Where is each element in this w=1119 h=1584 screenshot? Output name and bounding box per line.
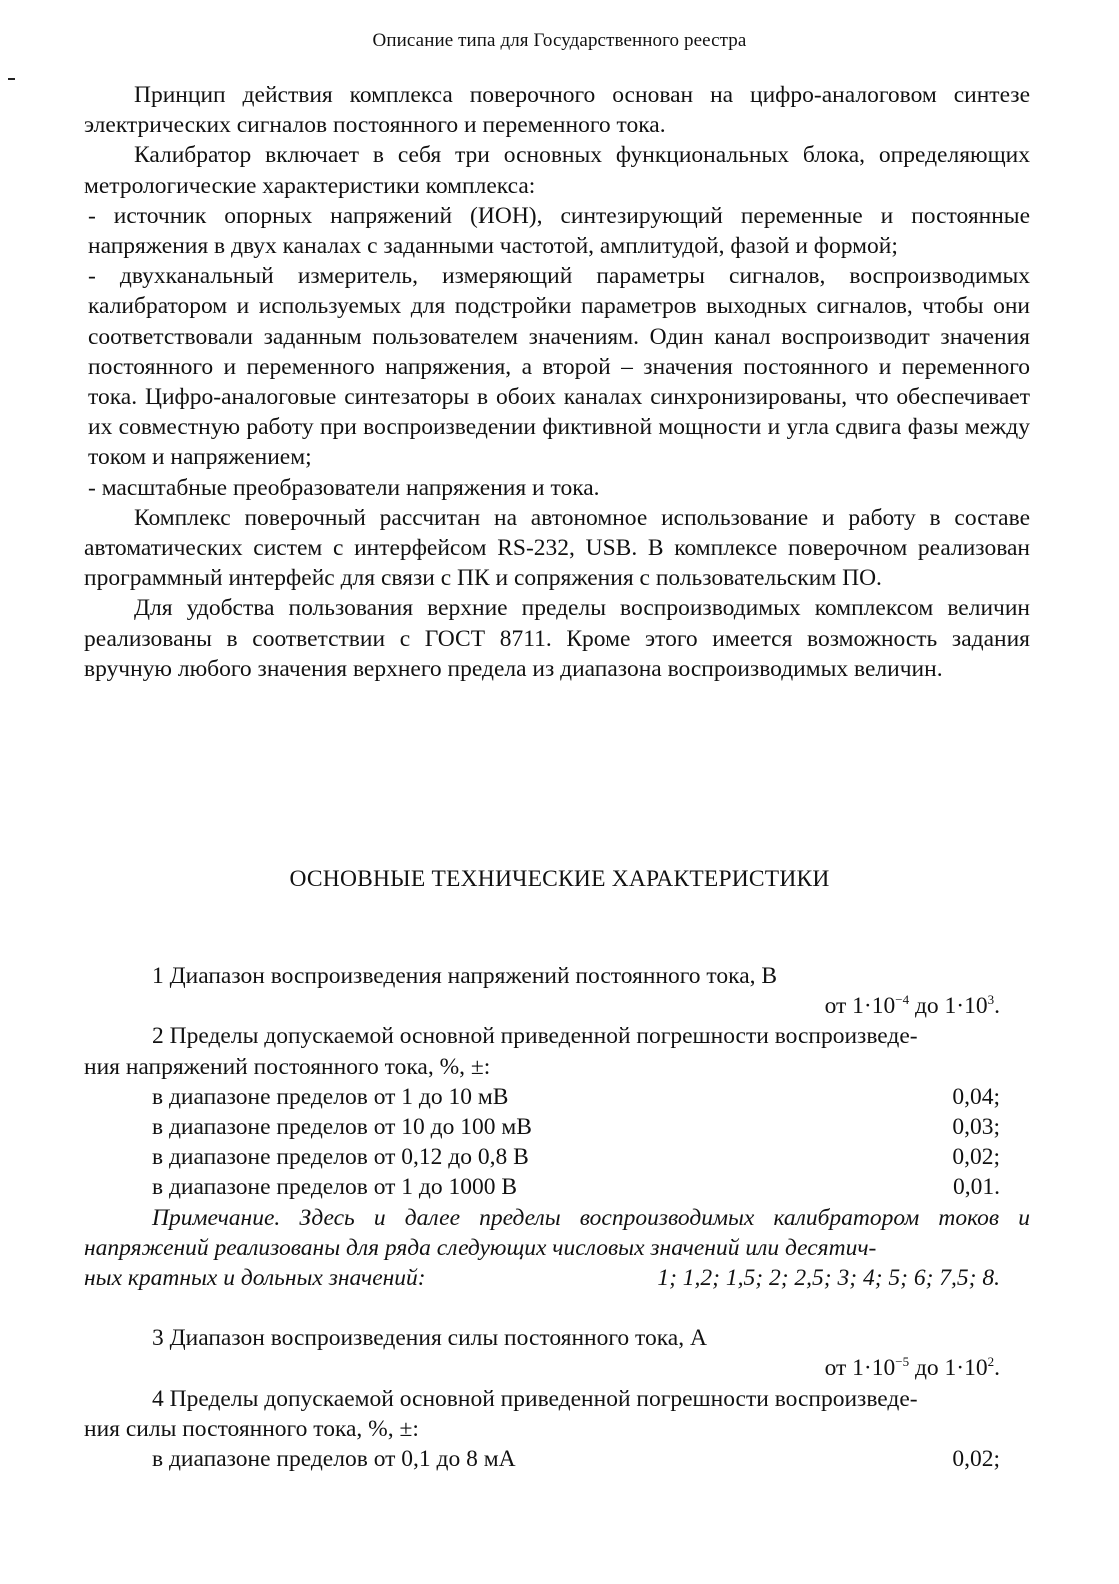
row-value: 0,01.: [953, 1174, 1000, 1201]
spec-item-4-row: [84, 1444, 1030, 1474]
range-from: от 1·10: [824, 1355, 896, 1382]
note-last-line: [84, 1263, 1030, 1293]
row-range: в диапазоне пределов от 1 до 10 мВ: [152, 1083, 509, 1110]
spec-item-2-row: [84, 1082, 1030, 1112]
spec-item-2-label-line1: 2 Пределы допускаемой основной приведенной погрешности воспроизведе-: [152, 1023, 918, 1050]
row-range: в диапазоне пределов от 10 до 100 мВ: [152, 1114, 532, 1141]
range-from-exponent: −4: [895, 992, 910, 1008]
bullet-reference-source: - источник опорных напряжений (ИОН), синтезирующий переменные и постоянные напряжения в двух каналах с заданными частотой, амплитудой, фазой и формой;: [88, 202, 1030, 260]
range-to-exponent: 3: [987, 992, 995, 1008]
spacer: [84, 1293, 1030, 1323]
spec-item-3-label: 3 Диапазон воспроизведения силы постоянного тока, А: [152, 1325, 707, 1352]
bullet-scale-converters: - масштабные преобразователи напряжения и тока.: [88, 474, 600, 501]
range-to: до 1·10: [909, 993, 988, 1020]
section-title: ОСНОВНЫЕ ТЕХНИЧЕСКИЕ ХАРАКТЕРИСТИКИ: [289, 866, 830, 892]
spec-item-3-range: [84, 1353, 1030, 1383]
row-range: в диапазоне пределов от 0,12 до 0,8 В: [152, 1144, 529, 1171]
paragraph-principle: Принцип действия комплекса поверочного основан на цифро-аналоговом синтезе электрических сигналов постоянного и переменного тока.: [84, 82, 1030, 139]
spec-item-1-range: [84, 991, 1030, 1021]
row-value: 0,02;: [952, 1446, 1000, 1473]
specs-section: [84, 961, 1030, 1474]
paragraph-interfaces: Комплекс поверочный рассчитан на автономное использование и работу в составе автоматических систем с интерфейсом RS-232, USB. В комплексе поверочном реализован программный интерфейс для связи с ПК и сопряжения с пользовательским ПО.: [84, 504, 1030, 592]
range-suffix: .: [994, 1355, 1000, 1382]
bullet-two-channel-meter: - двухканальный измеритель, измеряющий параметры сигналов, воспроизводимых калибратором и используемых для подстройки параметров выходных сигналов, чтобы они соответствовали заданным пользователем значениям. Один канал воспроизводит значения постоянного и переменного напряжения, а второй – значения постоянного и переменного тока. Цифро-аналоговые синтезаторы в обоих каналах синхронизированы, что обеспечивает их совместную работу при воспроизведении фиктивной мощности и угла сдвига фазы между током и напряжением;: [88, 263, 1030, 471]
row-range: в диапазоне пределов от 0,1 до 8 мА: [152, 1446, 516, 1473]
row-value: 0,02;: [952, 1144, 1000, 1171]
range-from-exponent: −5: [895, 1354, 910, 1370]
row-value: 0,04;: [952, 1083, 1000, 1110]
spec-item-4-label-line1: 4 Пределы допускаемой основной приведенной погрешности воспроизведе-: [152, 1385, 918, 1412]
paragraph-calibrator-blocks: Калибратор включает в себя три основных функциональных блока, определяющих метрологические характеристики комплекса:: [84, 142, 1030, 199]
range-suffix: .: [994, 993, 1000, 1020]
spec-item-2-row: [84, 1172, 1030, 1202]
spec-item-2-row: [84, 1112, 1030, 1142]
spec-item-1-label: 1 Диапазон воспроизведения напряжений постоянного тока, В: [152, 963, 778, 989]
note-values: 1; 1,2; 1,5; 2; 2,5; 3; 4; 5; 6; 7,5; 8.: [657, 1265, 1000, 1292]
spec-item-4-label-line2: ния силы постоянного тока, %, ±:: [84, 1415, 419, 1442]
spec-item-2-row: [84, 1142, 1030, 1172]
intro-section: [84, 80, 1030, 684]
range-from: от 1·10: [824, 993, 896, 1020]
spec-item-2-label-line2: ния напряжений постоянного тока, %, ±:: [84, 1053, 491, 1080]
running-header: Описание типа для Государственного реестра: [372, 30, 747, 51]
row-value: 0,03;: [952, 1114, 1000, 1141]
row-range: в диапазоне пределов от 1 до 1000 В: [152, 1174, 518, 1201]
paragraph-upper-limits: Для удобства пользования верхние пределы воспроизводимых комплексом величин реализованы в соответствии с ГОСТ 8711. Кроме этого имеется возможность задания вручную любого значения верхнего предела из диапазона воспроизводимых величин.: [84, 595, 1030, 682]
range-to: до 1·10: [909, 1355, 988, 1382]
note-text: Примечание. Здесь и далее пределы воспроизводимых калибратором токов и напряжений реализованы для ряда следующих числовых значений или десятич-: [84, 1204, 1030, 1261]
note-last-text: ных кратных и дольных значений:: [84, 1265, 426, 1292]
scan-artifact-mark: [8, 78, 15, 80]
range-to-exponent: 2: [987, 1354, 995, 1370]
